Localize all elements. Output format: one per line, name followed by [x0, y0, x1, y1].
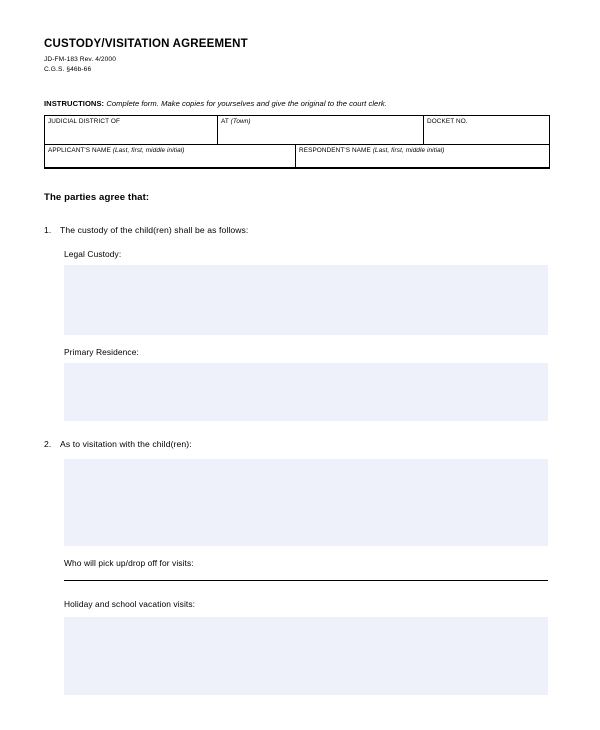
at-town-label: AT — [221, 118, 229, 126]
judicial-district-label: JUDICIAL DISTRICT OF — [48, 118, 120, 126]
respondent-name-field[interactable] — [295, 145, 549, 167]
item-1-text: The custody of the child(ren) shall be as follows: — [60, 225, 249, 236]
at-town-field[interactable] — [217, 116, 423, 144]
respondent-name-hint: (Last, first, middle initial) — [372, 147, 445, 155]
judicial-district-field[interactable] — [45, 116, 217, 144]
applicant-name-label: APPLICANT'S NAME — [48, 147, 111, 155]
caption-row-parties — [45, 144, 549, 169]
agreement-heading: The parties agree that: — [44, 192, 150, 204]
visitation-input[interactable] — [64, 459, 548, 546]
docket-no-field[interactable] — [423, 116, 549, 144]
holiday-vacation-label: Holiday and school vacation visits: — [64, 599, 196, 610]
legal-custody-label: Legal Custody: — [64, 249, 122, 260]
applicant-name-hint: (Last, first, middle initial) — [112, 147, 185, 155]
instructions-text: Complete form. Make copies for yourselves and give the original to the court clerk. — [106, 99, 387, 109]
docket-no-label: DOCKET NO. — [427, 118, 468, 126]
pickup-dropoff-label: Who will pick up/drop off for visits: — [64, 558, 194, 569]
item-2-number: 2. — [44, 439, 52, 450]
form-number: JD-FM-183 Rev. 4/2000 — [44, 56, 116, 63]
applicant-name-field[interactable] — [45, 145, 295, 167]
item-1 — [44, 225, 554, 421]
holiday-vacation-input[interactable] — [64, 617, 548, 695]
respondent-name-label: RESPONDENT'S NAME — [299, 147, 371, 155]
page-title: CUSTODY/VISITATION AGREEMENT — [44, 38, 248, 50]
instructions — [44, 99, 554, 108]
item-2-text: As to visitation with the child(ren): — [60, 439, 192, 450]
caption-row-venue — [45, 116, 549, 144]
form-meta — [44, 55, 554, 75]
item-2 — [44, 439, 554, 695]
caption-block — [44, 115, 550, 169]
legal-custody-input[interactable] — [64, 265, 548, 335]
primary-residence-label: Primary Residence: — [64, 347, 139, 358]
instructions-label: INSTRUCTIONS: — [44, 99, 105, 109]
statute-reference: C.G.S. §46b-66 — [44, 66, 92, 74]
at-town-hint: (Town) — [230, 118, 251, 126]
primary-residence-input[interactable] — [64, 363, 548, 421]
form-body — [40, 38, 554, 695]
item-1-number: 1. — [44, 225, 52, 236]
item-2-line — [44, 439, 554, 449]
item-1-line — [44, 225, 554, 235]
